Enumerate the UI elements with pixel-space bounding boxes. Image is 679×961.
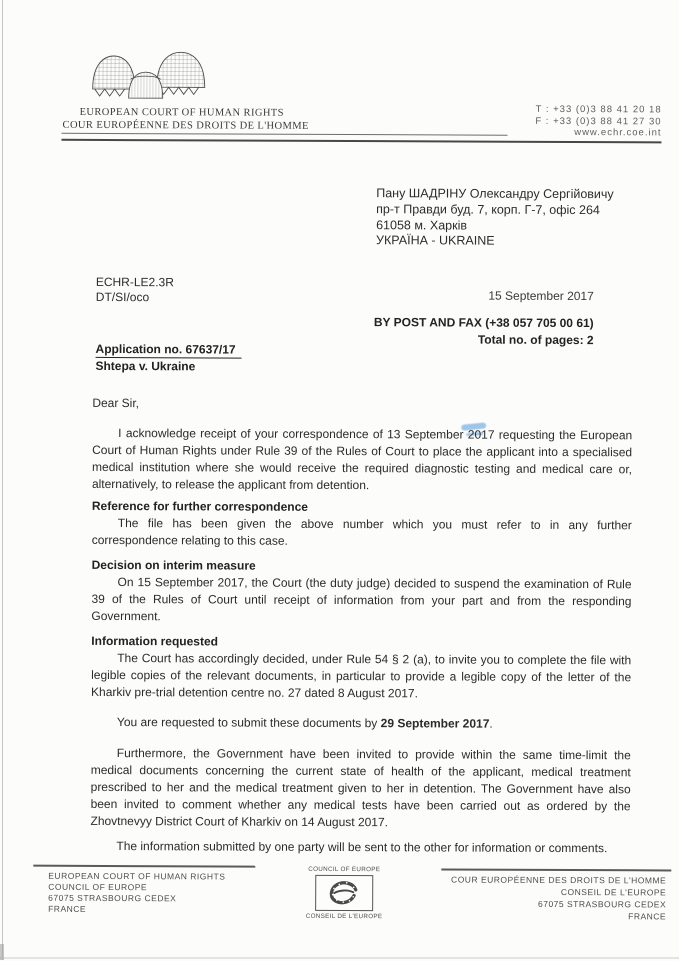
reference-code-1: ECHR-LE2.3R	[95, 274, 174, 290]
heading-information: Information requested	[91, 633, 219, 649]
submit-suffix: .	[489, 716, 493, 731]
paragraph-information: The Court has accordingly decided, under Rule 54 § 2 (a), to invite you to complete the file with legible copies of the relevant documents, in particular to provide a legible copy of the letter of the Kharkiv pre-trial detention centre no. 27 dated 8 August 2017.	[91, 651, 632, 701]
echr-building-logo-icon	[87, 51, 209, 106]
submit-prefix: You are requested to submit these documents by	[116, 715, 381, 731]
coe-logo-caption-bottom: CONSEIL DE L'EUROPE	[305, 912, 383, 921]
footer-divider-right	[441, 868, 671, 871]
org-name-english: EUROPEAN COURT OF HUMAN RIGHTS	[79, 106, 284, 119]
letter-date: 15 September 2017	[488, 288, 594, 304]
org-name-french: COUR EUROPÉENNE DES DROITS DE L'HOMME	[62, 119, 309, 132]
footer-line: FRANCE	[48, 903, 87, 914]
heading-reference: Reference for further correspondence	[91, 498, 308, 514]
footer-line: CONSEIL DE L'EUROPE	[560, 886, 667, 898]
paragraph-decision: On 15 September 2017, the Court (the duty judge) decided to suspend the examination of Rule 39 of the Rules of Court until receipt of information from your part and from the responding Government.	[91, 575, 632, 624]
delivery-method: BY POST AND FAX (+38 057 705 00 61)	[373, 315, 594, 331]
salutation: Dear Sir,	[92, 395, 140, 411]
footer-divider-left	[33, 865, 255, 867]
footer-line: COUR EUROPÉENNE DES DROITS DE L'HOMME	[451, 874, 667, 886]
council-of-europe-logo	[297, 866, 391, 920]
submit-deadline-date: 29 September 2017	[380, 716, 490, 731]
footer-line: COUNCIL OF EUROPE	[48, 881, 148, 893]
phone-number: T : +33 (0)3 88 41 20 18	[535, 103, 662, 116]
footer-address-french	[451, 873, 666, 922]
coe-logo-caption-top: COUNCIL OF EUROPE	[308, 865, 381, 874]
heading-decision: Decision on interim measure	[91, 557, 256, 573]
footer-line: FRANCE	[628, 911, 667, 922]
paragraph-exchange: The information submitted by one party will be sent to the other for information or comments.	[116, 839, 608, 856]
scan-edge-corner	[0, 944, 4, 960]
contact-block	[535, 104, 661, 139]
reference-codes	[96, 275, 174, 304]
letter-body	[90, 395, 632, 857]
paragraph-government: Furthermore, the Government have been invited to provide within the same time-limit the medical documents concerning the current state of health of the applicant, medical treatment prescribed to her and the medical treatment given to her in detention. The Government have also been invited to comment whether any medical tests have been carried out as ordered by the Zhovtnevyy District Court of Kharkiv on 14 August 2017.	[90, 746, 631, 830]
application-number: Application no. 67637/17	[96, 342, 242, 359]
footer-line: EUROPEAN COURT OF HUMAN RIGHTS	[48, 870, 226, 882]
case-name: Shtepa v. Ukraine	[95, 358, 196, 374]
recipient-line: 61058 м. Харків	[376, 217, 468, 233]
recipient-line: пр-т Правди буд. 7, корп. Г-7, офіс 264	[376, 201, 600, 217]
website-url: www.echr.coe.int	[574, 127, 662, 139]
footer-line: 67075 STRASBOURG CEDEX	[48, 892, 177, 904]
recipient-line: УКРАЇНА - UKRAINE	[376, 233, 495, 249]
header-divider-lower	[61, 139, 661, 144]
paragraph-file-number: The file has been given the above number which you must refer to in any further correspondence relating to this case.	[91, 516, 632, 548]
recipient-line: Пану ШАДРІНУ Олександру Сергійовичу	[376, 186, 614, 202]
scan-edge-left	[2, 0, 3, 960]
recipient-address	[376, 186, 614, 250]
coe-logo-icon	[315, 875, 373, 911]
footer-address-english	[48, 871, 225, 916]
footer-line: 67075 STRASBOURG CEDEX	[537, 898, 667, 910]
reference-code-2: DT/SI/oco	[95, 289, 150, 304]
fax-number: F : +33 (0)3 88 41 27 30	[535, 115, 662, 127]
paragraph-acknowledge: I acknowledge receipt of your correspondence of 13 September 2017 requesting the European Court of Human Rights under Rule 39 of the Rules of Court to place the applicant into a specialised medical institution where she would receive the required diagnostic testing and medical care or, alternatively, to release the applicant from detention.	[91, 426, 633, 493]
page-count: Total no. of pages: 2	[477, 332, 594, 348]
paragraph-submit-deadline	[91, 714, 631, 733]
scan-edge-bottom	[0, 957, 679, 959]
header-divider-upper	[62, 133, 508, 136]
